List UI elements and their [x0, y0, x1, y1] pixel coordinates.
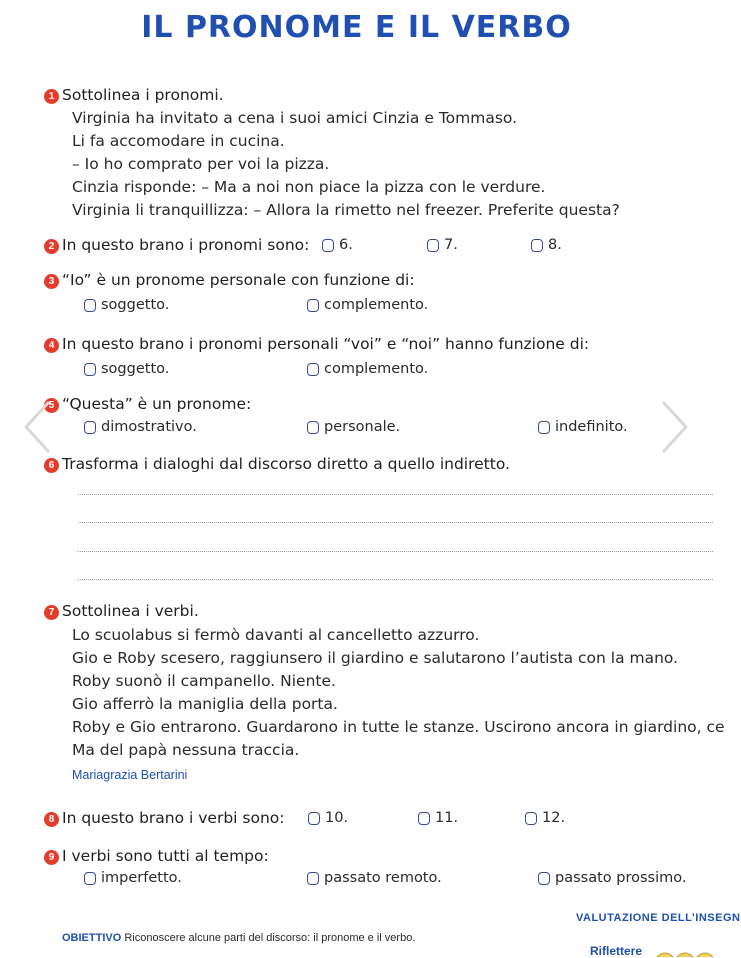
objective-note	[62, 932, 415, 944]
exercise-9-question: I verbi sono tutti al tempo:	[62, 847, 269, 865]
checkbox[interactable]	[84, 299, 96, 312]
exercise-number-2: 2	[44, 239, 59, 254]
text-line: Roby suonò il campanello. Niente.	[72, 672, 336, 690]
exercise-8-question: In questo brano i verbi sono:	[62, 809, 285, 827]
option-7[interactable]	[427, 236, 458, 254]
option-passato-prossimo[interactable]	[538, 869, 686, 887]
objective-label: OBIETTIVO	[62, 932, 122, 944]
exercise-number-6: 6	[44, 458, 59, 473]
option-label: passato remoto.	[324, 870, 442, 886]
text-line: Virginia ha invitato a cena i suoi amici Cinzia e Tommaso.	[72, 109, 518, 127]
checkbox[interactable]	[538, 872, 550, 885]
option-label: soggetto.	[101, 297, 170, 313]
option-label: passato prossimo.	[555, 870, 687, 886]
writing-line[interactable]	[78, 579, 713, 580]
checkbox[interactable]	[525, 812, 537, 825]
option-imperfetto[interactable]	[84, 869, 182, 887]
text-line: Roby e Gio entrarono. Guardarono in tutte le stanze. Uscirono ancora in giardino, ce	[72, 718, 725, 736]
checkbox[interactable]	[418, 812, 430, 825]
option-passato-remoto[interactable]	[307, 869, 442, 887]
author-name: Mariagrazia Bertarini	[72, 768, 188, 782]
checkbox[interactable]	[322, 239, 334, 252]
exercise-number-8: 8	[44, 812, 59, 827]
option-complemento[interactable]	[307, 296, 428, 314]
exercise-5-question: “Questa” è un pronome:	[62, 395, 252, 413]
checkbox[interactable]	[308, 812, 320, 825]
text-line: Virginia li tranquillizza: – Allora la rimetto nel freezer. Preferite questa?	[72, 201, 620, 219]
option-label: complemento.	[324, 361, 429, 377]
exercise-number-9: 9	[44, 850, 59, 865]
option-label: 8.	[548, 237, 562, 253]
exercise-7-instruction: Sottolinea i verbi.	[62, 602, 199, 620]
text-line: Ma del papà nessuna traccia.	[72, 741, 300, 759]
option-soggetto[interactable]	[84, 296, 169, 314]
checkbox[interactable]	[307, 421, 319, 434]
option-10[interactable]	[308, 809, 348, 827]
checkbox[interactable]	[538, 421, 550, 434]
option-label: 7.	[444, 237, 458, 253]
exercise-number-3: 3	[44, 274, 59, 289]
checkbox[interactable]	[307, 299, 319, 312]
writing-line[interactable]	[78, 551, 713, 552]
checkbox[interactable]	[307, 872, 319, 885]
writing-line[interactable]	[78, 494, 713, 495]
option-label: imperfetto.	[101, 870, 182, 886]
evaluation-heading: VALUTAZIONE DELL’INSEGN	[576, 912, 741, 924]
exercise-number-4: 4	[44, 338, 59, 353]
exercise-3-question: “Io” è un pronome personale con funzione di:	[62, 271, 415, 289]
option-complemento[interactable]	[307, 360, 428, 378]
writing-line[interactable]	[78, 522, 713, 523]
option-soggetto[interactable]	[84, 360, 169, 378]
exercise-number-5: 5	[44, 398, 59, 413]
checkbox[interactable]	[84, 872, 96, 885]
text-line: Lo scuolabus si fermò davanti al cancelletto azzurro.	[72, 626, 480, 644]
exercise-number-7: 7	[44, 605, 59, 620]
checkbox[interactable]	[84, 363, 96, 376]
option-label: 10.	[325, 810, 349, 826]
option-12[interactable]	[525, 809, 565, 827]
next-page-arrow-icon[interactable]	[660, 400, 690, 454]
option-label: personale.	[324, 419, 401, 435]
checkbox[interactable]	[427, 239, 439, 252]
text-line: Gio e Roby scesero, raggiunsero il giardino e salutarono l’autista con la mano.	[72, 649, 679, 667]
option-8[interactable]	[531, 236, 562, 254]
previous-page-arrow-icon[interactable]	[22, 400, 52, 454]
exercise-1-instruction: Sottolinea i pronomi.	[62, 86, 224, 104]
exercise-number-1: 1	[44, 89, 59, 104]
checkbox[interactable]	[307, 363, 319, 376]
text-line: Li fa accomodare in cucina.	[72, 132, 285, 150]
option-indefinito[interactable]	[538, 418, 628, 436]
option-label: soggetto.	[101, 361, 170, 377]
text-line: – Io ho comprato per voi la pizza.	[72, 155, 330, 173]
exercise-4-question: In questo brano i pronomi personali “voi” e “noi” hanno funzione di:	[62, 335, 590, 353]
option-label: complemento.	[324, 297, 429, 313]
option-6[interactable]	[322, 236, 353, 254]
rating-faces-icon	[655, 946, 713, 958]
option-label: 11.	[435, 810, 459, 826]
option-label: indefinito.	[555, 419, 628, 435]
option-11[interactable]	[418, 809, 458, 827]
option-personale[interactable]	[307, 418, 400, 436]
exercise-6-instruction: Trasforma i dialoghi dal discorso diretto a quello indiretto.	[62, 455, 510, 473]
option-label: dimostrativo.	[101, 419, 197, 435]
objective-text: Riconoscere alcune parti del discorso: il pronome e il verbo.	[124, 932, 416, 944]
option-label: 6.	[339, 237, 353, 253]
checkbox[interactable]	[531, 239, 543, 252]
option-dimostrativo[interactable]	[84, 418, 197, 436]
checkbox[interactable]	[84, 421, 96, 434]
option-label: 12.	[542, 810, 566, 826]
page-title: IL PRONOME E IL VERBO	[141, 10, 572, 45]
text-line: Cinzia risponde: – Ma a noi non piace la pizza con le verdure.	[72, 178, 546, 196]
text-line: Gio afferrò la maniglia della porta.	[72, 695, 338, 713]
exercise-2-question: In questo brano i pronomi sono:	[62, 236, 310, 254]
reflect-label: Riflettere	[590, 944, 643, 958]
